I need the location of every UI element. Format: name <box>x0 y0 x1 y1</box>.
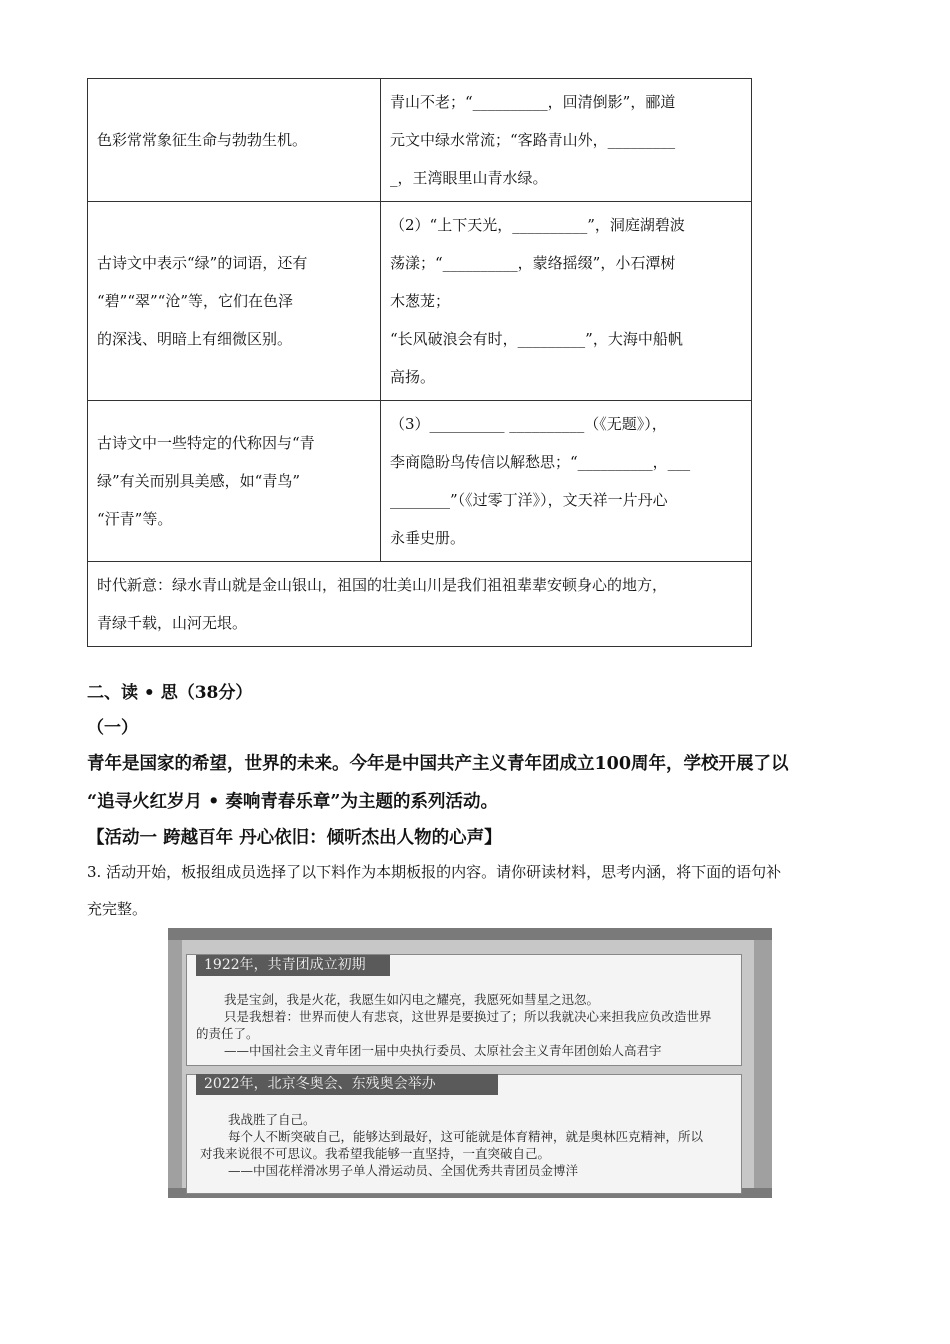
table-cell-left: 古诗文中一些特定的代称因与“青 绿”有关而别具美感，如“青鸟” “汗青”等。 <box>88 401 381 562</box>
table-cell-left: 古诗文中表示“绿”的词语，还有 “碧”“翠”“沧”等，它们在色泽 的深浅、明暗上有细微区别。 <box>88 202 381 401</box>
question-line-2: 充完整。 <box>87 900 148 918</box>
poetry-table <box>87 78 752 647</box>
intro-line-1: 青年是国家的希望，世界的未来。今年是中国共产主义青年团成立100周年，学校开展了以 <box>87 754 789 774</box>
subsection-label: （一） <box>87 718 138 738</box>
board-frame-top <box>168 928 772 940</box>
table-row <box>88 401 752 562</box>
board-text-line: 只是我想着：世界而使人有悲哀，这世界是要换过了；所以我就决心来担我应负改造世界 <box>224 1009 712 1024</box>
table-cell-right: 青山不老；“__________，回清倒影”，郦道 元文中绿水常流；“客路青山外，_________ _，王湾眼里山青水绿。 <box>381 79 752 202</box>
intro-line-2: “追寻火红岁月 • 奏响青春乐章”为主题的系列活动。 <box>87 792 499 812</box>
activity-heading: 【活动一 跨越百年 丹心依旧：倾听杰出人物的心声】 <box>87 828 502 848</box>
board-text-line: 我是宝剑，我是火花，我愿生如闪电之耀亮，我愿死如彗星之迅忽。 <box>224 992 600 1007</box>
board-text-line: 对我来说很不可思议。我希望我能够一直坚持，一直突破自己。 <box>200 1146 551 1161</box>
board-text-line: 的责任了。 <box>196 1026 259 1041</box>
table-row <box>88 79 752 202</box>
board-text-line: 每个人不断突破自己，能够达到最好，这可能就是体育精神，就是奥林匹克精神，所以 <box>228 1129 704 1144</box>
board-text-line: ——中国社会主义青年团一届中央执行委员、太原社会主义青年团创始人高君宇 <box>224 1043 662 1058</box>
table-cell-right: （2）“上下天光，__________”，洞庭湖碧波 荡漾；“__________，蒙络摇缀”，小石潭树 木葱茏； “长风破浪会有时，_________”，大海中船帆 高扬。 <box>381 202 752 401</box>
board-tag-1922: 1922年，共青团成立初期 <box>196 955 390 976</box>
board-text-line: 我战胜了自己。 <box>228 1112 316 1127</box>
question-line-1: 3. 活动开始，板报组成员选择了以下料作为本期板报的内容。请你研读材料，思考内涵，将下面的语句补 <box>87 863 782 881</box>
table-row <box>88 202 752 401</box>
table-cell-right: （3）__________ __________（《无题》）， 李商隐盼鸟传信以解愁思；“__________，___ ________”（《过零丁洋》），文天祥一片丹心 永垂史册。 <box>381 401 752 562</box>
board-text-line: ——中国花样滑冰男子单人滑运动员、全国优秀共青团员金博洋 <box>228 1163 579 1178</box>
table-footer-cell: 时代新意：绿水青山就是金山银山，祖国的壮美山川是我们祖祖辈辈安顿身心的地方， 青绿千载，山河无垠。 <box>88 562 752 647</box>
board-tag-2022: 2022年，北京冬奥会、东残奥会举办 <box>196 1074 498 1095</box>
table-footer-row <box>88 562 752 647</box>
table-cell-left: 色彩常常象征生命与勃勃生机。 <box>88 79 381 202</box>
blackboard-image <box>168 928 772 1198</box>
section-title: 二、读 • 思（38分） <box>87 683 253 703</box>
